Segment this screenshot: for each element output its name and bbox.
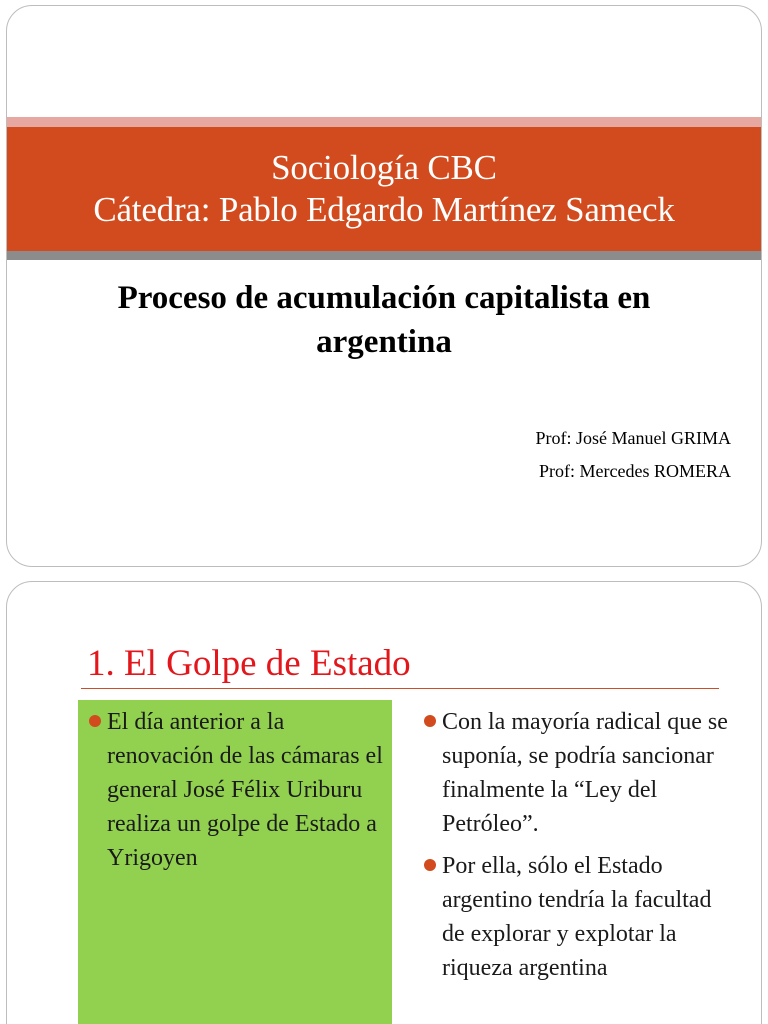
presentation-title (37, 276, 731, 364)
professor-1: Prof: José Manuel GRIMA (535, 428, 731, 448)
list-item (83, 705, 383, 875)
bullet-text: Con la mayoría radical que se suponía, se podría sancionar finalmente la “Ley del Petróleo”. (442, 709, 728, 837)
right-bullet-list (418, 705, 728, 993)
course-name: Sociología CBC (271, 148, 497, 187)
bullet-dot-icon (424, 715, 436, 727)
professor-2: Prof: Mercedes ROMERA (539, 461, 731, 481)
banner-bottom-accent-line (7, 251, 761, 260)
bullet-text: El día anterior a la renovación de las cámaras el general José Félix Uriburu realiza un golpe de Estado a Yrigoyen (107, 709, 383, 871)
bullet-dot-icon (89, 715, 101, 727)
slide-title: 1. El Golpe de Estado (87, 643, 411, 684)
content-slide (6, 581, 762, 1024)
presentation-title-line-2: argentina (316, 324, 452, 360)
bullet-text: Por ella, sólo el Estado argentino tendría la facultad de explorar y explotar la riqueza argentina (442, 853, 712, 981)
title-banner (7, 127, 761, 251)
banner-top-accent-line (7, 117, 761, 127)
list-item (418, 849, 728, 985)
bullet-dot-icon (424, 859, 436, 871)
title-slide (6, 5, 762, 567)
left-bullet-list (83, 705, 383, 883)
list-item (418, 705, 728, 841)
presentation-title-line-1: Proceso de acumulación capitalista en (117, 280, 651, 316)
title-underline (81, 688, 719, 689)
chair-name: Cátedra: Pablo Edgardo Martínez Sameck (93, 190, 675, 229)
